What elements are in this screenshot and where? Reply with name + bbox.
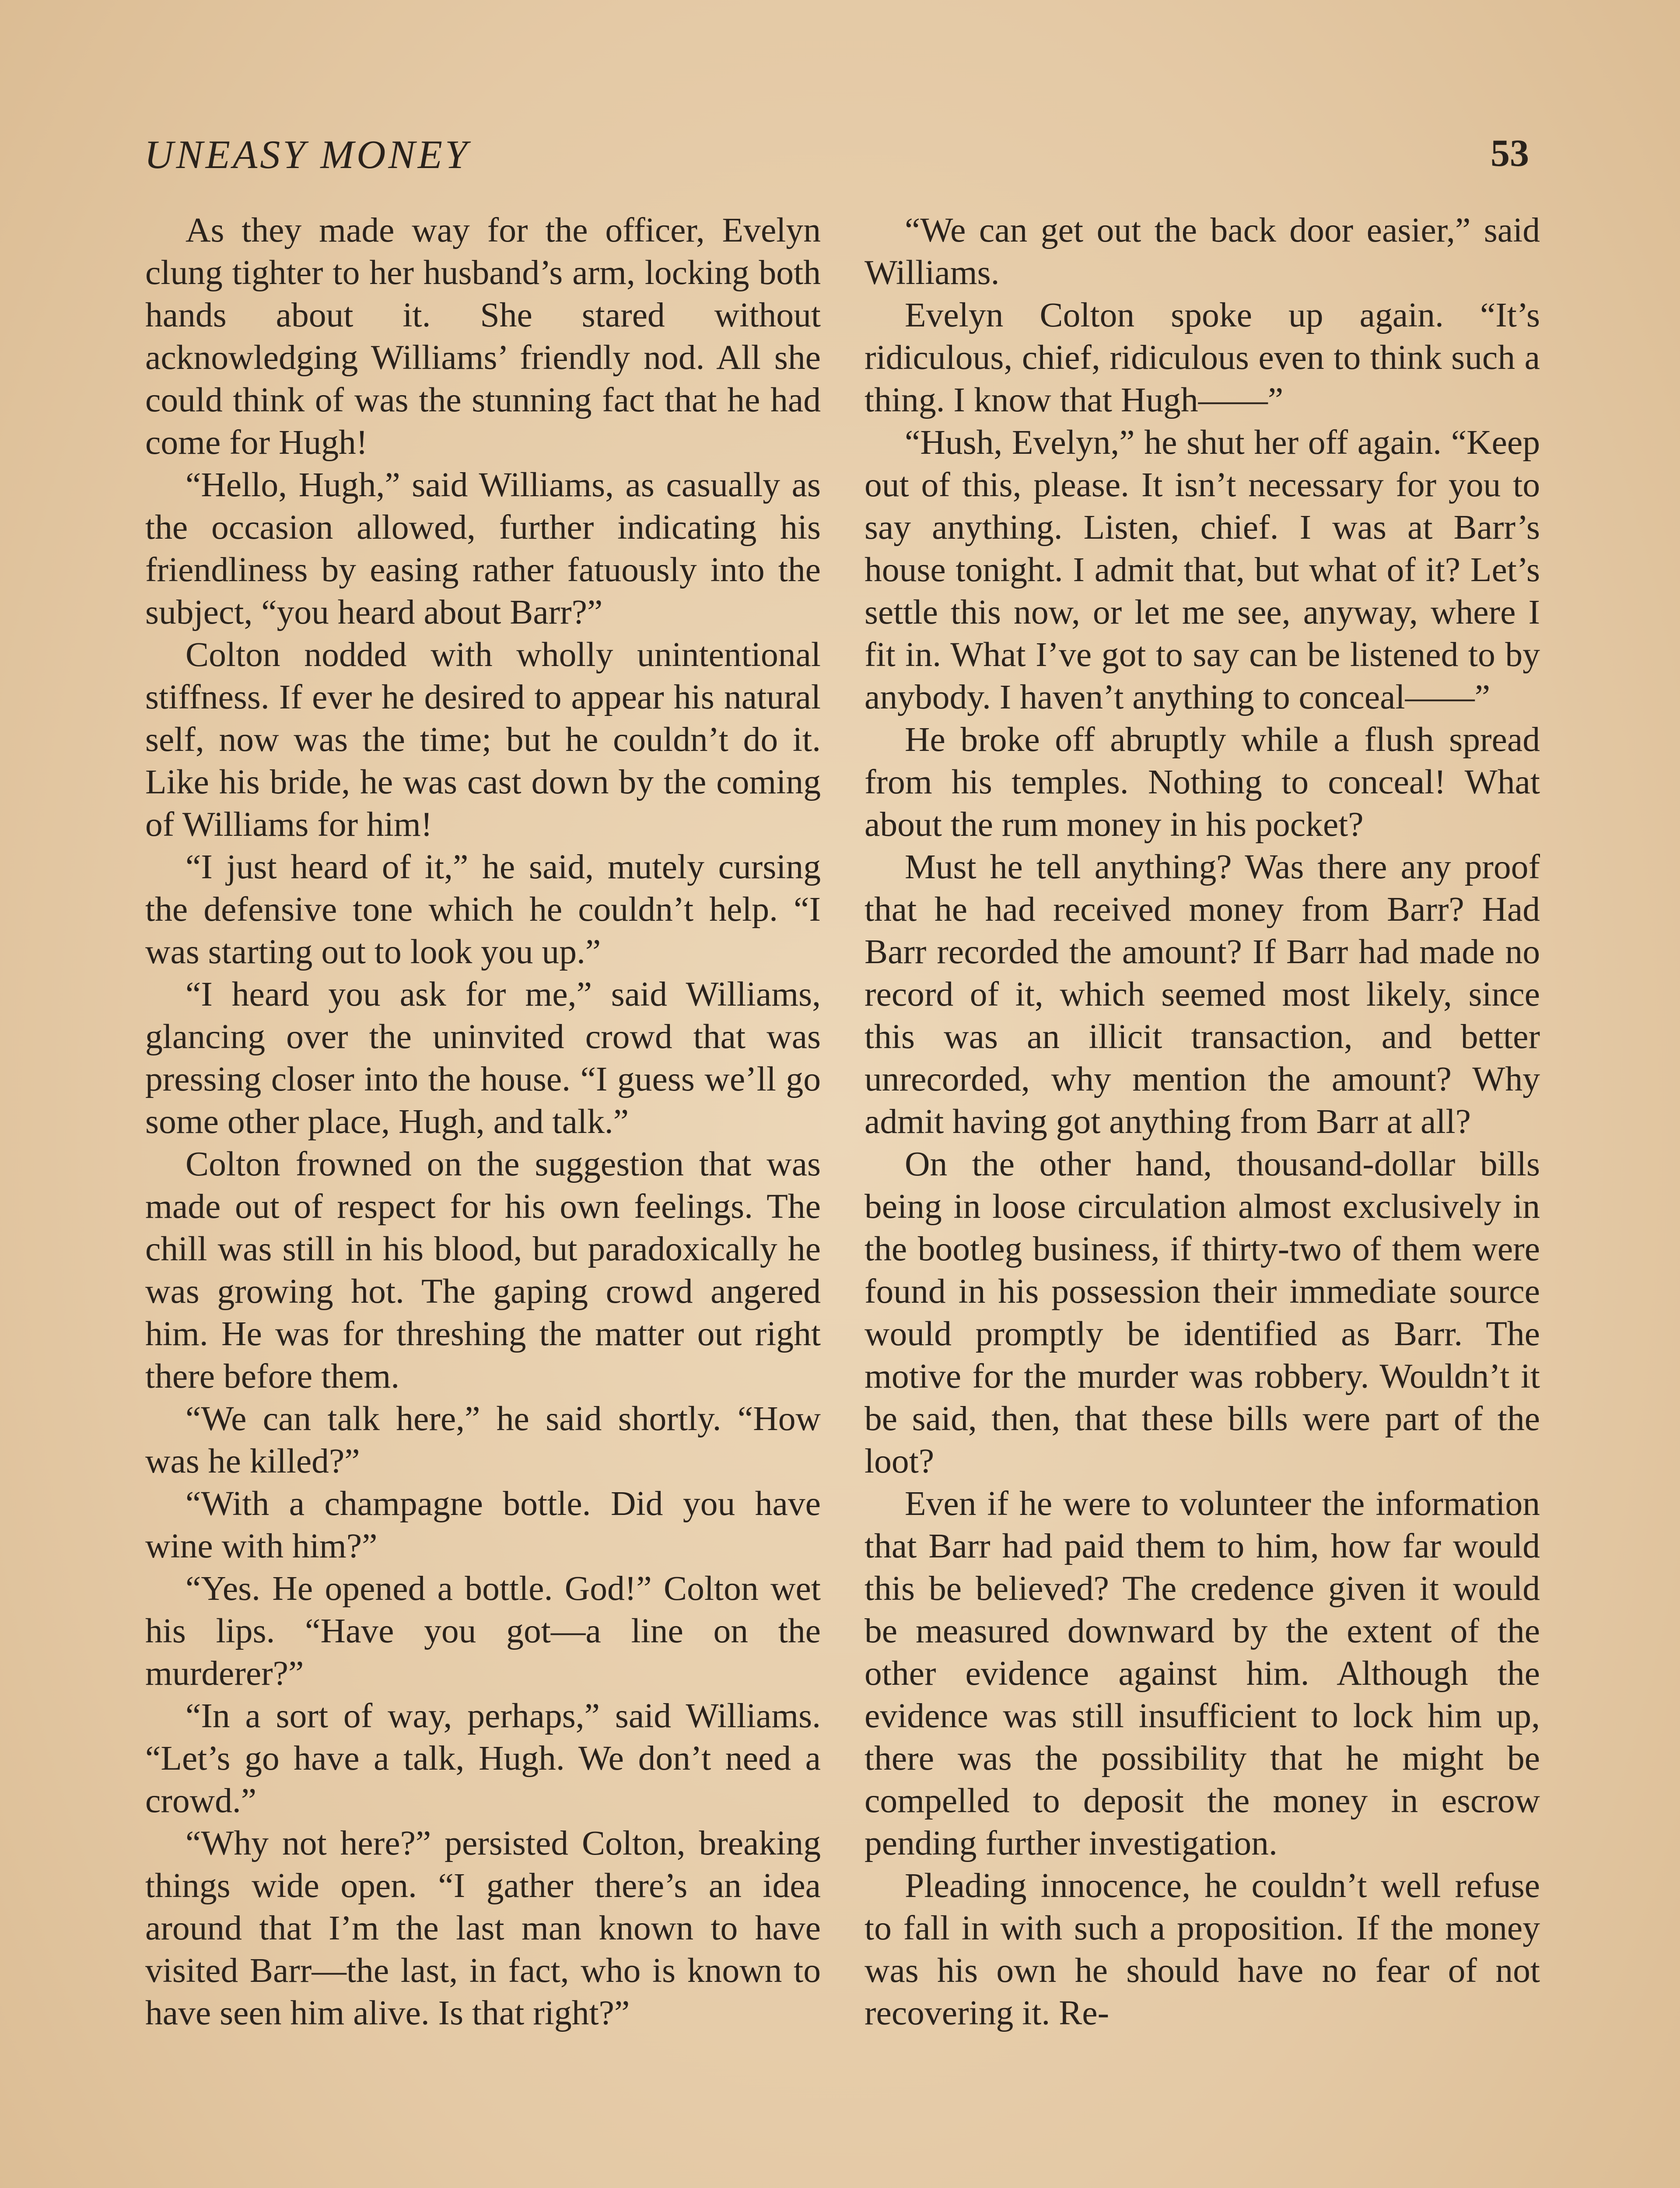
paragraph: Must he tell anything? Was there any proof that he had received money from Barr? Had Barr recorded the amount? If Barr had made no record of it, which seemed most likely, since this was an illicit transaction, and better unrecorded, why mention the amount? Why admit having got anything from Barr at all?	[864, 848, 1540, 1141]
paragraph: Colton nodded with wholly unintentional stiffness. If ever he desired to appear his natural self, now was the time; but he couldn’t do it. Like his bride, he was cast down by the coming of Williams for him!	[145, 635, 821, 844]
paragraph: “Yes. He opened a bottle. God!” Colton wet his lips. “Have you got—a line on the murderer?”	[145, 1569, 821, 1693]
paragraph: “Hush, Evelyn,” he shut her off again. “Keep out of this, please. It isn’t necessary for you to say anything. Listen, chief. I was at Barr’s house tonight. I admit that, but what of it? Let’s settle this now, or let me see, anyway, where I fit in. What I’ve got to say can be listened to by anybody. I haven’t anything to conceal——”	[864, 423, 1540, 716]
paragraph: “We can get out the back door easier,” said Williams.	[864, 211, 1540, 292]
paragraph: Pleading innocence, he couldn’t well refuse to fall in with such a proposition. If the money was his own he should have no fear of not recovering it. Re-	[864, 1866, 1540, 2032]
paragraph: “With a champagne bottle. Did you have wine with him?”	[145, 1484, 821, 1565]
paragraph: Even if he were to volunteer the information that Barr had paid them to him, how far would this be believed? The credence given it would be measured downward by the extent of the other evidence against him. Although the evidence was still insufficient to lock him up, there was the possibility that he might be compelled to deposit the money in escrow pending further investigation.	[864, 1484, 1540, 1862]
paragraph: “We can talk here,” he said shortly. “How was he killed?”	[145, 1399, 821, 1480]
paragraph: As they made way for the officer, Evelyn clung tighter to her husband’s arm, locking both hands about it. She stared without acknowledging Williams’ friendly nod. All she could think of was the stunning fact that he had come for Hugh!	[145, 211, 821, 462]
right-column	[864, 209, 1540, 2034]
running-title: UNEASY MONEY	[144, 132, 470, 177]
paragraph: “In a sort of way, perhaps,” said Williams. “Let’s go have a talk, Hugh. We don’t need a crowd.”	[145, 1697, 821, 1820]
paragraph: Colton frowned on the suggestion that was made out of respect for his own feelings. The chill was still in his blood, but paradoxically he was growing hot. The gaping crowd angered him. He was for threshing the matter out right there before them.	[145, 1145, 821, 1396]
paragraph: On the other hand, thousand-dollar bills being in loose circulation almost exclusively in the bootleg business, if thirty-two of them were found in his possession their immediate source would promptly be identified as Barr. The motive for the murder was robbery. Wouldn’t it be said, then, that these bills were part of the loot?	[864, 1145, 1540, 1480]
page-number: 53	[1491, 132, 1529, 175]
paragraph: “Why not here?” persisted Colton, breaking things wide open. “I gather there’s an idea around that I’m the last man known to have visited Barr—the last, in fact, who is known to have seen him alive. Is that right?”	[145, 1824, 821, 2032]
paragraph: “I heard you ask for me,” said Williams, glancing over the uninvited crowd that was pressing closer into the house. “I guess we’ll go some other place, Hugh, and talk.”	[145, 975, 821, 1141]
paragraph: “Hello, Hugh,” said Williams, as casually as the occasion allowed, further indicating his friendliness by easing rather fatuously into the subject, “you heard about Barr?”	[145, 466, 821, 631]
paragraph: “I just heard of it,” he said, mutely cursing the defensive tone which he couldn’t help. “I was starting out to look you up.”	[145, 848, 821, 971]
paragraph: Evelyn Colton spoke up again. “It’s ridiculous, chief, ridiculous even to think such a thing. I know that Hugh——”	[864, 296, 1540, 419]
left-column	[145, 209, 821, 2034]
paragraph: He broke off abruptly while a flush spread from his temples. Nothing to conceal! What about the rum money in his pocket?	[864, 720, 1540, 844]
